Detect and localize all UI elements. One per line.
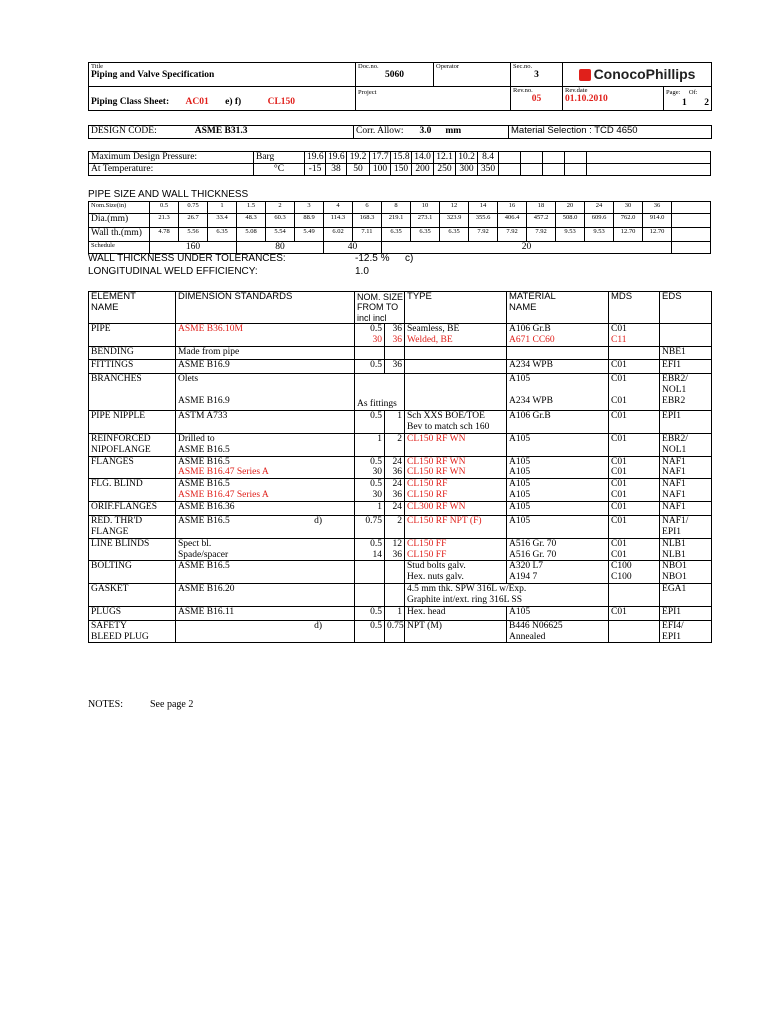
table-row: ORIF.FLANGES ASME B16.36 1 24 CL300 RF WN A105 C01 NAF1 [89, 502, 712, 516]
nom-size-cell: 16 [498, 202, 527, 214]
element-name: PLUGS [89, 607, 176, 621]
wall-cell: 5.56 [179, 228, 208, 242]
nom-size-cell: 8 [382, 202, 411, 214]
nom-size-cell: 0.75 [179, 202, 208, 214]
element-name: LINE BLINDS [89, 538, 176, 561]
wall-thickness-table [88, 201, 711, 254]
wall-cell: 6.02 [324, 228, 353, 242]
diameter-cell: 168.3 [353, 214, 382, 228]
wall-cell: 4.78 [150, 228, 179, 242]
element-name: GASKET [89, 584, 176, 607]
table-row: PLUGS ASME B16.11 0.5 1 Hex. head A105 C01 EPI1 [89, 607, 712, 621]
schedule-cell [672, 242, 711, 254]
table-row: BRANCHES Olets ASME B16.9 As fittings A105 A234 WPB C01 C01 EBR2/ NOL1 EBR2 [89, 373, 712, 410]
pressure-value [499, 152, 521, 164]
revdate-label: Rev.date [565, 87, 588, 94]
pressure-value: 8.4 [478, 152, 499, 164]
tolerance-value: -12.5 % [355, 253, 390, 264]
nom-size-row [89, 202, 711, 214]
table-row: SAFETY BLEED PLUG d) 0.5 0.75 NPT (M) B446 N06625 Annealed EFI4/ EPI1 [89, 620, 712, 643]
diameter-cell: 609.6 [585, 214, 614, 228]
temperature-value: -15 [305, 164, 326, 176]
docno-value: 5060 [385, 70, 404, 81]
diameter-cell: 914.0 [643, 214, 672, 228]
wall-cell: 6.35 [411, 228, 440, 242]
pressure-value: 14.0 [412, 152, 434, 164]
nom-size-cell: 1 [208, 202, 237, 214]
diameter-cell: 21.3 [150, 214, 179, 228]
weld-efficiency-value: 1.0 [355, 266, 369, 277]
element-name: PIPE [91, 324, 111, 335]
element-name: BENDING [89, 346, 176, 360]
table-row: BENDING Made from pipe NBE1 [89, 346, 712, 360]
pcs-label: Piping Class Sheet: [91, 97, 170, 107]
components-table [88, 291, 711, 643]
docno-label: Doc.no. [358, 63, 379, 70]
title-label: Title [91, 63, 104, 70]
pressure-unit: Barg [254, 152, 305, 164]
nom-size-cell: 1.5 [237, 202, 266, 214]
temperature-label: At Temperature: [89, 164, 254, 176]
wall-thickness-heading: PIPE SIZE AND WALL THICKNESS [88, 189, 249, 200]
wall-cell: 12.70 [614, 228, 643, 242]
wall-label: Wall th.(mm) [89, 228, 150, 242]
diameter-row [89, 214, 711, 228]
schedule-cell: 80 [237, 242, 324, 254]
pressure-value: 15.8 [391, 152, 412, 164]
type-header: TYPE [405, 292, 507, 324]
pressure-value [565, 152, 587, 164]
nom-size-cell: 2 [266, 202, 295, 214]
table-row: FITTINGS ASME B16.9 0.5 36 A234 WPB C01 EFI1 [89, 360, 712, 374]
components-header: ELEMENT NAME DIMENSION STANDARDS NOM. SIZE FROM TO incl incl TYPE MATERIAL NAME MDS EDS [89, 292, 712, 324]
temperature-value [565, 164, 587, 176]
wall-cell: 7.92 [527, 228, 556, 242]
diameter-cell: 88.9 [295, 214, 324, 228]
table-row: LINE BLINDS Spect bl. Spade/spacer 0.5 14 12 36 CL150 FF CL150 FF A516 Gr. 70 A516 Gr. 70 C01 C01 NLB1 NLB1 [89, 538, 712, 561]
wall-cell: 7.92 [469, 228, 498, 242]
pressure-value [543, 152, 565, 164]
pressure-row [89, 152, 711, 164]
nom-size-cell: 24 [585, 202, 614, 214]
diameter-label: Dia.(mm) [89, 214, 150, 228]
temperature-value: 200 [412, 164, 434, 176]
wall-cell: 9.53 [585, 228, 614, 242]
revno-value: 05 [531, 94, 542, 105]
pcs-class: AC01 [185, 97, 209, 107]
page-number: 1 [682, 97, 687, 108]
wall-cell: 6.35 [382, 228, 411, 242]
diameter-cell: 508.0 [556, 214, 585, 228]
diameter-cell: 406.4 [498, 214, 527, 228]
wall-cell: 5.49 [295, 228, 324, 242]
wall-cell: 5.08 [237, 228, 266, 242]
eds-header: EDS [660, 292, 712, 324]
corr-allow-unit: mm [445, 126, 462, 136]
element-name: BRANCHES [89, 373, 176, 410]
design-code-value: ASME B31.3 [194, 126, 248, 136]
diameter-cell: 457.2 [527, 214, 556, 228]
table-row: GASKET ASME B16.20 4.5 mm thk. SPW 316L w/Exp. Graphite int/ext. ring 316L SS EGA1 [89, 584, 712, 607]
element-name: FLG. BLIND [89, 479, 176, 502]
operator-label: Operator [436, 63, 460, 70]
wall-cell: 6.35 [208, 228, 237, 242]
tolerance-note: c) [405, 253, 414, 264]
material-header: MATERIAL [509, 291, 556, 302]
mds-header: MDS [609, 292, 660, 324]
notes-text: See page 2 [150, 699, 194, 710]
temperature-value: 38 [326, 164, 347, 176]
project-label: Project [358, 89, 377, 96]
nom-size-cell: 4 [324, 202, 353, 214]
table-row: FLG. BLIND ASME B16.5 ASME B16.47 Series A 0.5 30 24 36 CL150 RF CL150 RF A105 A105 C01 C01 NAF1 NAF1 [89, 479, 712, 502]
conocophillips-logo: ConocoPhillips [565, 66, 709, 82]
element-name: FITTINGS [89, 360, 176, 374]
nom-size-cell: 0.5 [150, 202, 179, 214]
temperature-value: 50 [347, 164, 370, 176]
diameter-cell: 26.7 [179, 214, 208, 228]
nom-size-cell [672, 202, 711, 214]
temperature-value: 350 [478, 164, 499, 176]
schedule-cell: 160 [150, 242, 237, 254]
pressure-value [587, 152, 711, 164]
pressure-value: 19.6 [305, 152, 326, 164]
temperature-value: 150 [391, 164, 412, 176]
pressure-value: 12.1 [434, 152, 456, 164]
temperature-value: 300 [456, 164, 478, 176]
corr-allow-label: Corr. Allow: [356, 126, 404, 136]
design-code-label: DESIGN CODE: [91, 126, 157, 136]
material-selection: Material Selection : TCD 4650 [511, 125, 638, 136]
diameter-cell: 762.0 [614, 214, 643, 228]
wall-cell: 12.70 [643, 228, 672, 242]
header-block [88, 62, 711, 111]
pcs-notes: e) f) [225, 97, 242, 107]
tolerance-label: WALL THICKNESS UNDER TOLERANCES: [88, 253, 286, 264]
corr-allow-value: 3.0 [419, 126, 432, 136]
element-name: FLANGES [89, 456, 176, 479]
nom-size-cell: 12 [440, 202, 469, 214]
diameter-cell: 355.6 [469, 214, 498, 228]
nom-size-cell: 20 [556, 202, 585, 214]
table-row: BOLTING ASME B16.5 Stud bolts galv. Hex. nuts galv. A320 L7 A194 7 C100 C100 NBO1 NBO1 [89, 561, 712, 584]
temperature-value [587, 164, 711, 176]
pressure-value: 19.6 [326, 152, 347, 164]
element-name: REINFORCED [91, 433, 151, 444]
revno-label: Rev.no. [513, 87, 533, 94]
temperature-value [521, 164, 543, 176]
table-row: PIPE ASME B36.10M 0.5 30 36 36 Seamless, BE Welded, BE A106 Gr.B A671 CC60 C01 C11 [89, 324, 712, 347]
nom-size-cell: 3 [295, 202, 324, 214]
diameter-cell: 114.3 [324, 214, 353, 228]
temperature-unit: °C [254, 164, 305, 176]
dim-header: DIMENSION STANDARDS [176, 292, 355, 324]
diameter-cell: 219.1 [382, 214, 411, 228]
wall-cell: 7.11 [353, 228, 382, 242]
schedule-row [89, 242, 711, 254]
temperature-value: 100 [370, 164, 391, 176]
wall-cell [672, 228, 711, 242]
design-code-row [88, 125, 711, 139]
pressure-label: Maximum Design Pressure: [89, 152, 254, 164]
element-name: PIPE NIPPLE [89, 410, 176, 433]
nom-size-cell: 18 [527, 202, 556, 214]
wall-cell: 5.54 [266, 228, 295, 242]
diameter-cell [672, 214, 711, 228]
table-row: REINFORCED NIPOFLANGE Drilled to ASME B16.5 1 2 CL150 RF WN A105 C01 EBR2/ NOL1 [89, 433, 712, 456]
table-row: PIPE NIPPLE ASTM A733 0.5 1 Sch XXS BOE/TOE Bev to match sch 160 A106 Gr.B C01 EPI1 [89, 410, 712, 433]
nom-size-label: Nom.Size(in) [89, 202, 150, 214]
nom-size-cell: 14 [469, 202, 498, 214]
temperature-value [499, 164, 521, 176]
diameter-cell: 323.9 [440, 214, 469, 228]
pcs-rating: CL150 [267, 97, 296, 107]
schedule-cell: 40 [324, 242, 382, 254]
diameter-cell: 48.3 [237, 214, 266, 228]
nom-size-cell: 36 [643, 202, 672, 214]
weld-efficiency-label: LONGITUDINAL WELD EFFICIENCY: [88, 266, 258, 277]
secno-label: Sec.no. [513, 63, 533, 70]
schedule-label: Schedule [89, 242, 150, 254]
pressure-value: 17.7 [370, 152, 391, 164]
doc-title: Piping and Valve Specification [91, 70, 215, 81]
wall-cell: 6.35 [440, 228, 469, 242]
table-row: FLANGES ASME B16.5 ASME B16.47 Series A 0.5 30 24 36 CL150 RF WN CL150 RF WN A105 A105 C01 C01 NAF1 NAF1 [89, 456, 712, 479]
wall-cell: 9.53 [556, 228, 585, 242]
element-header: ELEMENT [91, 291, 136, 302]
temperature-value [543, 164, 565, 176]
pressure-value: 10.2 [456, 152, 478, 164]
temperature-row [89, 164, 711, 176]
nom-size-cell: 30 [614, 202, 643, 214]
pressure-value: 19.2 [347, 152, 370, 164]
element-name: SAFETY [91, 620, 127, 631]
wall-cell: 7.92 [498, 228, 527, 242]
nom-size-cell: 6 [353, 202, 382, 214]
notes-label: NOTES: [88, 699, 123, 710]
nom-size-header: NOM. SIZE [357, 292, 404, 302]
element-name: RED. THR'D [91, 515, 143, 526]
revdate-value: 01.10.2010 [565, 94, 608, 105]
logo-mark-icon [579, 69, 591, 81]
diameter-cell: 33.4 [208, 214, 237, 228]
pressure-temperature-table [88, 151, 711, 176]
nom-size-cell: 10 [411, 202, 440, 214]
element-name: BOLTING [89, 561, 176, 584]
wall-row [89, 228, 711, 242]
schedule-cell: 20 [382, 242, 672, 254]
pressure-value [521, 152, 543, 164]
of-label: Of: [688, 89, 698, 96]
page-label: Page: [666, 89, 681, 96]
table-row: RED. THR'D FLANGE ASME B16.5 d) 0.75 2 CL150 RF NPT (F) A105 C01 NAF1/ EPI1 [89, 515, 712, 538]
temperature-value: 250 [434, 164, 456, 176]
diameter-cell: 60.3 [266, 214, 295, 228]
page-total: 2 [704, 97, 710, 108]
element-name: ORIF.FLANGES [89, 502, 176, 516]
diameter-cell: 273.1 [411, 214, 440, 228]
secno-value: 3 [534, 70, 539, 81]
dim-cell: ASME B36.10M [176, 324, 355, 347]
